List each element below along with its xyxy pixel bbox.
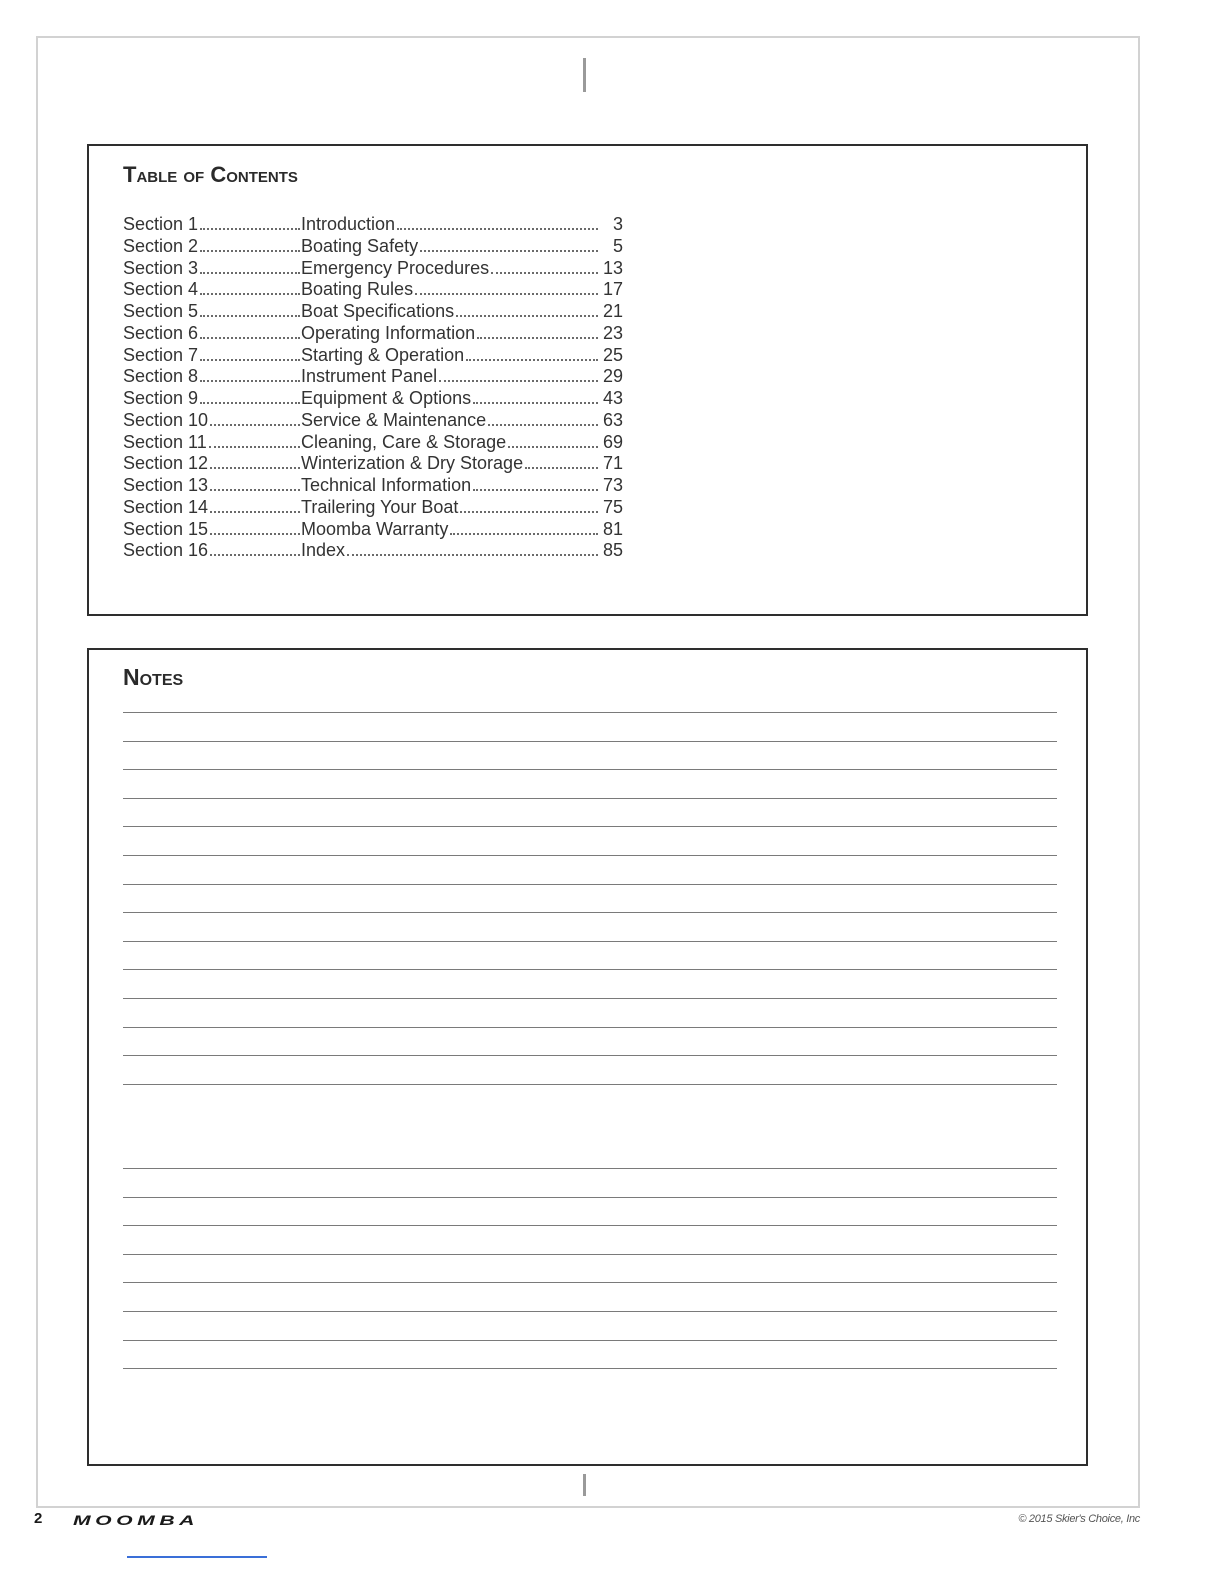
toc-page-number: 69 (602, 431, 623, 452)
toc-entry (123, 301, 623, 323)
note-line (123, 1084, 1057, 1085)
toc-entry (123, 432, 623, 454)
toc-title-cell (301, 410, 599, 432)
toc-section-title: Index (301, 540, 346, 561)
toc-section-title: Emergency Procedures (301, 257, 490, 278)
note-line (123, 1055, 1057, 1056)
note-line (123, 1282, 1057, 1283)
dot-leader (210, 467, 300, 469)
toc-section-title: Service & Maintenance (301, 409, 487, 430)
dot-leader (477, 337, 598, 339)
toc-page-number: 17 (602, 279, 623, 300)
note-line (123, 1254, 1057, 1255)
toc-entry (123, 540, 623, 562)
toc-section-number: Section 10 (123, 409, 209, 430)
link-underline (127, 1556, 267, 1558)
note-line (123, 884, 1057, 885)
toc-entry (123, 279, 623, 301)
toc-page-number: 25 (602, 344, 623, 365)
toc-entry (123, 323, 623, 345)
note-line (123, 1368, 1057, 1369)
dot-leader (488, 424, 598, 426)
toc-section-number: Section 15 (123, 518, 209, 539)
toc-page-number: 71 (602, 453, 623, 474)
toc-section-cell (123, 540, 301, 562)
dot-leader (415, 293, 598, 295)
note-line (123, 1168, 1057, 1169)
toc-section-cell (123, 214, 301, 236)
note-line (123, 1311, 1057, 1312)
toc-section-number: Section 12 (123, 453, 209, 474)
toc-title-cell (301, 540, 599, 562)
toc-section-title: Starting & Operation (301, 344, 465, 365)
toc-title-cell (301, 432, 599, 454)
toc-title-cell (301, 236, 599, 258)
note-line (123, 969, 1057, 970)
toc-page-number: 23 (602, 322, 623, 343)
toc-title-cell (301, 214, 599, 236)
toc-section-number: Section 5 (123, 301, 199, 321)
note-line (123, 741, 1057, 742)
dot-leader (450, 533, 598, 535)
dot-leader (210, 424, 300, 426)
dot-leader (473, 489, 598, 491)
toc-section-number: Section 8 (123, 366, 199, 387)
toc-section-cell (123, 345, 301, 367)
dot-leader (210, 533, 300, 535)
toc-section-title: Boating Rules (301, 279, 414, 300)
toc-section-title: Moomba Warranty (301, 518, 449, 539)
toc-section-cell (123, 497, 301, 519)
toc-section-number: Section 11 (123, 431, 207, 452)
toc-title-cell (301, 388, 599, 410)
toc-section-cell (123, 410, 301, 432)
toc-page-number: 63 (602, 409, 623, 430)
toc-page-number: 13 (602, 257, 623, 278)
note-line (123, 798, 1057, 799)
toc-page-number: 3 (612, 214, 623, 234)
dot-leader (200, 315, 300, 317)
moomba-logo-text: MOOMBA (73, 1513, 199, 1527)
toc-title-cell (301, 279, 599, 301)
toc-page-number: 5 (612, 235, 623, 256)
toc-title-cell (301, 323, 599, 345)
dot-leader (456, 315, 598, 317)
toc-page-number: 21 (602, 301, 623, 321)
toc-list (123, 214, 623, 562)
note-line (123, 769, 1057, 770)
toc-title-cell (301, 497, 599, 519)
toc-section-number: Section 3 (123, 257, 199, 278)
toc-section-number: Section 13 (123, 475, 209, 495)
dot-leader (210, 554, 300, 556)
copyright-text: © 2015 Skier's Choice, Inc (1018, 1513, 1140, 1525)
note-line (123, 855, 1057, 856)
dot-leader (200, 402, 300, 404)
note-line (123, 998, 1057, 999)
dot-leader (200, 250, 300, 252)
toc-section-cell (123, 366, 301, 388)
toc-section-number: Section 6 (123, 322, 199, 343)
dot-leader (439, 380, 598, 382)
toc-section-number: Section 1 (123, 214, 199, 234)
toc-section-cell (123, 432, 301, 454)
toc-section-title: Technical Information (301, 475, 472, 495)
notes-title: Notes (123, 664, 184, 690)
toc-entry (123, 519, 623, 541)
toc-title-cell (301, 258, 599, 280)
toc-section-title: Equipment & Options (301, 388, 472, 408)
note-line (123, 1197, 1057, 1198)
toc-section-number: Section 14 (123, 496, 209, 517)
dot-leader (473, 402, 598, 404)
dot-leader (508, 446, 598, 448)
toc-section-cell (123, 475, 301, 497)
dot-leader (210, 489, 300, 491)
toc-section-title: Winterization & Dry Storage (301, 453, 524, 474)
note-line (123, 1225, 1057, 1226)
notes-box (87, 648, 1088, 1466)
toc-section-cell (123, 279, 301, 301)
toc-section-title: Cleaning, Care & Storage (301, 431, 507, 452)
dot-leader (466, 359, 598, 361)
toc-title-cell (301, 345, 599, 367)
toc-title-cell (301, 475, 599, 497)
crop-mark-bottom (583, 1474, 586, 1496)
dot-leader (200, 359, 300, 361)
toc-section-cell (123, 236, 301, 258)
dot-leader (491, 272, 598, 274)
toc-section-title: Boating Safety (301, 235, 419, 256)
toc-section-cell (123, 323, 301, 345)
note-line (123, 1027, 1057, 1028)
toc-section-title: Trailering Your Boat (301, 496, 459, 517)
toc-section-cell (123, 519, 301, 541)
moomba-logo (73, 1513, 201, 1527)
toc-entry (123, 366, 623, 388)
dot-leader (200, 293, 300, 295)
toc-section-title: Introduction (301, 214, 396, 234)
toc-page-number: 75 (602, 496, 623, 517)
toc-section-number: Section 2 (123, 235, 199, 256)
toc-section-cell (123, 301, 301, 323)
toc-entry (123, 214, 623, 236)
toc-page-number: 73 (602, 475, 623, 495)
dot-leader (209, 446, 300, 448)
toc-entry (123, 236, 623, 258)
dot-leader (420, 250, 598, 252)
note-line (123, 941, 1057, 942)
toc-section-title: Operating Information (301, 322, 476, 343)
toc-title-cell (301, 366, 599, 388)
toc-page-number: 81 (602, 518, 623, 539)
dot-leader (200, 228, 300, 230)
toc-section-cell (123, 258, 301, 280)
dot-leader (200, 272, 300, 274)
toc-section-cell (123, 453, 301, 475)
dot-leader (460, 511, 598, 513)
toc-page-number: 85 (602, 540, 623, 561)
page-number: 2 (34, 1510, 43, 1527)
note-line (123, 712, 1057, 713)
note-line (123, 1340, 1057, 1341)
note-line (123, 912, 1057, 913)
toc-entry (123, 388, 623, 410)
toc-entry (123, 475, 623, 497)
dot-leader (200, 337, 300, 339)
toc-page-number: 43 (602, 388, 623, 408)
table-of-contents-box (87, 144, 1088, 616)
dot-leader (210, 511, 300, 513)
note-line (123, 826, 1057, 827)
toc-title-cell (301, 301, 599, 323)
dot-leader (347, 554, 598, 556)
toc-title: Table of Contents (123, 162, 298, 187)
toc-section-number: Section 7 (123, 344, 199, 365)
toc-entry (123, 497, 623, 519)
toc-title-cell (301, 519, 599, 541)
toc-section-title: Boat Specifications (301, 301, 455, 321)
toc-entry (123, 410, 623, 432)
dot-leader (525, 467, 598, 469)
toc-section-number: Section 4 (123, 279, 199, 300)
toc-section-title: Instrument Panel (301, 366, 438, 387)
toc-entry (123, 453, 623, 475)
dot-leader (397, 228, 598, 230)
toc-section-cell (123, 388, 301, 410)
toc-entry (123, 258, 623, 280)
toc-entry (123, 345, 623, 367)
toc-page-number: 29 (602, 366, 623, 387)
toc-section-number: Section 9 (123, 388, 199, 408)
toc-section-number: Section 16 (123, 540, 209, 561)
crop-mark-top (583, 58, 586, 92)
page-footer (0, 1508, 1224, 1532)
toc-title-cell (301, 453, 599, 475)
dot-leader (200, 380, 300, 382)
